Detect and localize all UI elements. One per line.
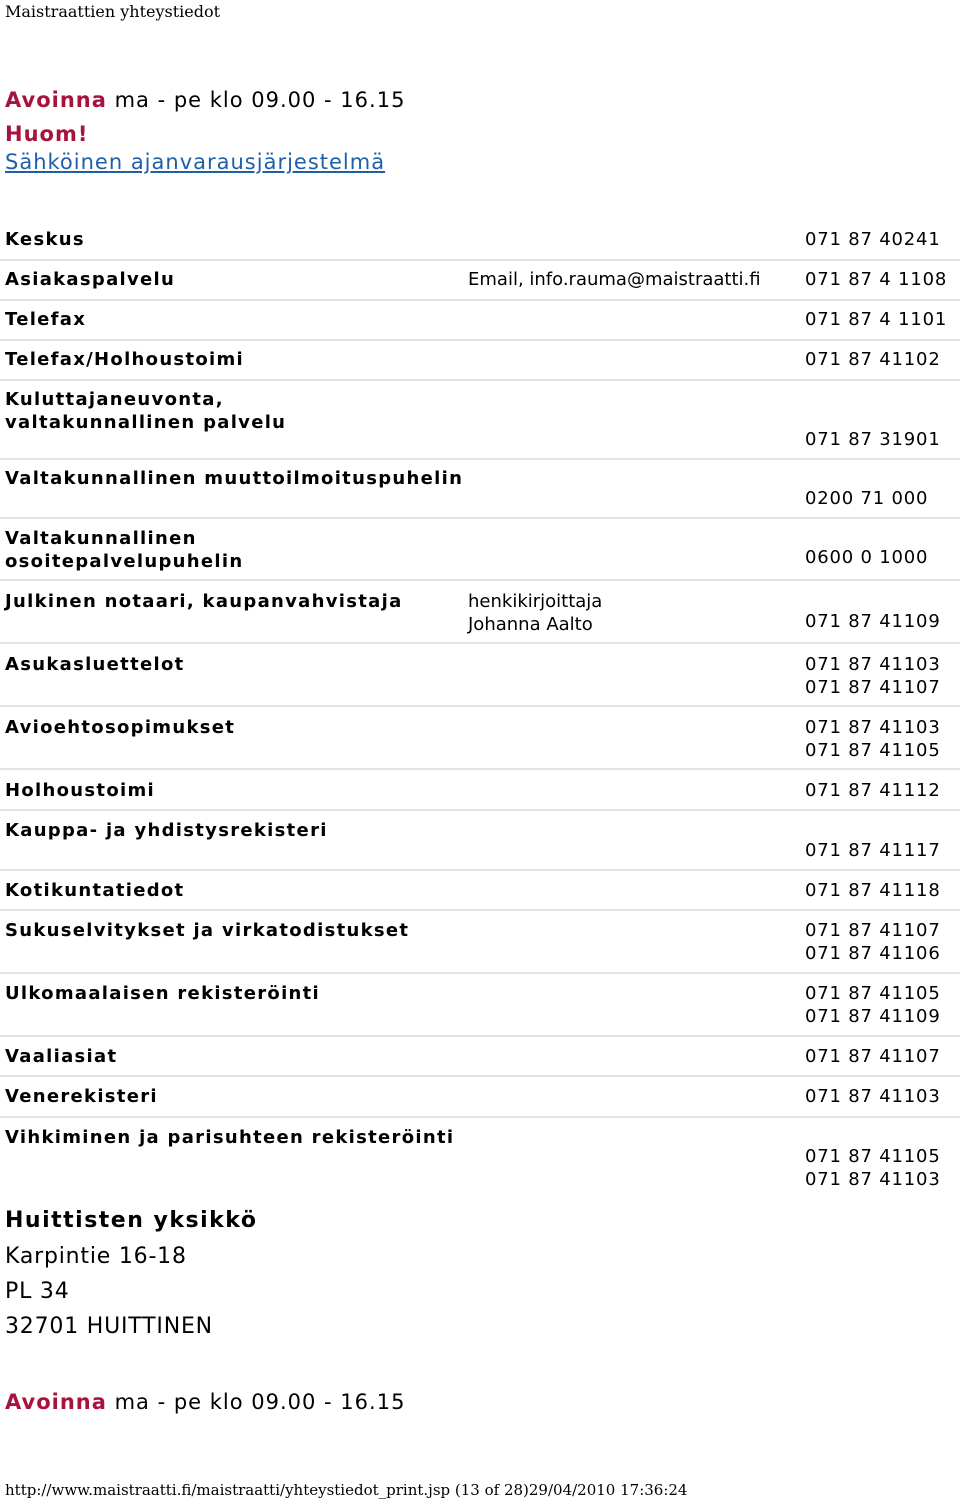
opening-hours [5, 88, 405, 112]
contact-number: 0200 71 000 [805, 488, 929, 509]
contact-number: 071 87 41105 071 87 41103 [805, 1146, 941, 1190]
huittinen-street: Karpintie 16-18 [5, 1244, 187, 1269]
contact-label: Julkinen notaari, kaupanvahvistaja [5, 591, 403, 612]
contact-number: 071 87 41105 071 87 41109 [805, 983, 941, 1027]
contact-label: Kauppa- ja yhdistysrekisteri [5, 820, 328, 841]
row-divider [0, 579, 960, 581]
contact-number: 071 87 41112 [805, 780, 941, 801]
contact-number: 071 87 4 1108 [805, 269, 948, 290]
contact-label: Keskus [5, 229, 85, 250]
contact-number: 0600 0 1000 [805, 547, 929, 568]
contact-label: Kuluttajaneuvonta, valtakunnallinen palvelu [5, 389, 287, 433]
row-divider [0, 642, 960, 644]
contact-number: 071 87 41102 [805, 349, 941, 370]
notice-heading: Huom! [5, 122, 89, 146]
open-word: Avoinna [5, 1390, 107, 1414]
row-divider [0, 1075, 960, 1077]
contact-number: 071 87 40241 [805, 229, 941, 250]
row-divider [0, 972, 960, 974]
contact-number: 071 87 4 1101 [805, 309, 948, 330]
contact-label: Holhoustoimi [5, 780, 155, 801]
row-divider [0, 517, 960, 519]
contact-label: Ulkomaalaisen rekisteröinti [5, 983, 321, 1004]
row-divider [0, 1035, 960, 1037]
contact-label: Telefax [5, 309, 87, 330]
contact-label: Valtakunnallinen muuttoilmoituspuhelin [5, 468, 464, 489]
contact-number: 071 87 41107 [805, 1046, 941, 1067]
contact-number: 071 87 41103 071 87 41105 [805, 717, 941, 761]
row-divider [0, 705, 960, 707]
row-divider [0, 458, 960, 460]
contact-label: Valtakunnallinen osoitepalvelupuhelin [5, 528, 244, 572]
contact-email[interactable]: Email, info.rauma@maistraatti.fi [468, 269, 761, 290]
contact-label: Vihkiminen ja parisuhteen rekisteröinti [5, 1127, 455, 1148]
row-divider [0, 379, 960, 381]
open-time: ma - pe klo 09.00 - 16.15 [106, 1390, 406, 1414]
contact-person: henkikirjoittaja Johanna Aalto [468, 591, 603, 635]
contact-number: 071 87 31901 [805, 429, 941, 450]
row-divider [0, 259, 960, 261]
contact-number: 071 87 41103 071 87 41107 [805, 654, 941, 698]
contact-label: Kotikuntatiedot [5, 880, 185, 901]
contact-label: Venerekisteri [5, 1086, 158, 1107]
contact-number: 071 87 41118 [805, 880, 941, 901]
contact-number: 071 87 41107 071 87 41106 [805, 920, 941, 964]
row-divider [0, 299, 960, 301]
contact-label: Vaaliasiat [5, 1046, 118, 1067]
contact-label: Asiakaspalvelu [5, 269, 176, 290]
contact-number: 071 87 41103 [805, 1086, 941, 1107]
row-divider [0, 339, 960, 341]
open-word: Avoinna [5, 88, 107, 112]
contact-label: Telefax/Holhoustoimi [5, 349, 245, 370]
huittinen-pobox: PL 34 [5, 1279, 70, 1304]
row-divider [0, 909, 960, 911]
ebooking-link[interactable]: Sähköinen ajanvarausjärjestelmä [5, 150, 386, 174]
page-header-title: Maistraattien yhteystiedot [5, 2, 221, 21]
page-footer-url: http://www.maistraatti.fi/maistraatti/yhteystiedot_print.jsp (13 of 28)29/04/2010 17:36:24 [5, 1481, 688, 1499]
row-divider [0, 768, 960, 770]
open-time: ma - pe klo 09.00 - 16.15 [106, 88, 406, 112]
contact-number: 071 87 41117 [805, 840, 941, 861]
contact-label: Asukasluettelot [5, 654, 185, 675]
row-divider [0, 1116, 960, 1118]
row-divider [0, 869, 960, 871]
opening-hours-huittinen [5, 1390, 405, 1414]
huittinen-title: Huittisten yksikkö [5, 1208, 258, 1233]
contact-label: Avioehtosopimukset [5, 717, 236, 738]
contact-number: 071 87 41109 [805, 611, 941, 632]
row-divider [0, 809, 960, 811]
huittinen-postal: 32701 HUITTINEN [5, 1314, 213, 1339]
contact-label: Sukuselvitykset ja virkatodistukset [5, 920, 410, 941]
